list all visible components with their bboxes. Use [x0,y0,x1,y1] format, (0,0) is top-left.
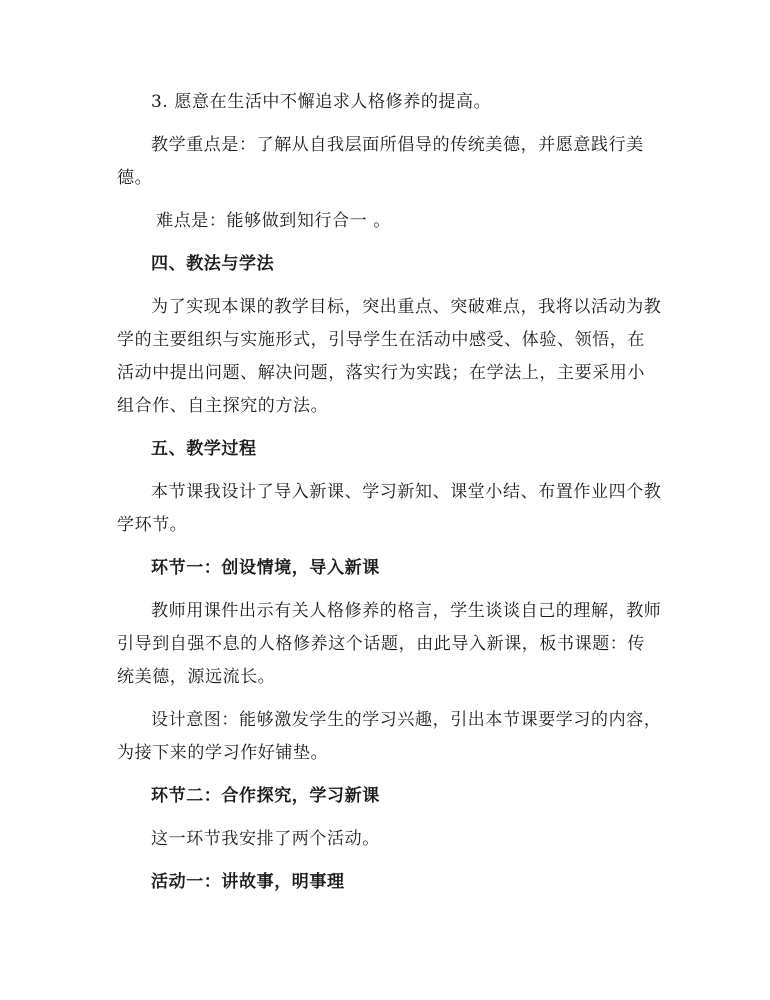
methods-paragraph: 为了实现本课的教学目标，突出重点、突破难点，我将以活动为教学的主要组织与实施形式，引导学生在活动中感受、体验、领悟，在活动中提出问题、解决问题，落实行为实践；在学法上，主要采用小组合作、自主探究的方法。 [117,297,662,416]
process-overview-paragraph: 本节课我设计了导入新课、学习新知、课堂小结、布置作业四个教学环节。 [117,482,662,535]
step-two-intro-paragraph: 这一环节我安排了两个活动。 [151,829,380,849]
teaching-focus-paragraph: 教学重点是：了解从自我层面所倡导的传统美德，并愿意践行美德。 [117,135,644,188]
document-page [117,86,662,909]
section-heading-methods: 四、教法与学法 [151,254,275,274]
step-one-paragraph: 教师用课件出示有关人格修养的格言，学生谈谈自己的理解，教师引导到自强不息的人格修养这个话题，由此导入新课，板书课题：传统美德，源远流长。 [117,601,662,687]
activity-one-heading: 活动一：讲故事，明事理 [151,872,345,892]
section-heading-process: 五、教学过程 [151,439,257,459]
goal-item-3: 3. 愿意在生活中不懈追求人格修养的提高。 [151,92,492,112]
step-one-heading: 环节一：创设情境，导入新课 [151,558,380,578]
step-two-heading: 环节二：合作探究，学习新课 [151,786,380,806]
design-intent-paragraph: 设计意图：能够激发学生的学习兴趣，引出本节课要学习的内容，为接下来的学习作好铺垫。 [117,710,662,763]
teaching-difficulty-paragraph: 难点是：能够做到知行合一 。 [156,211,391,231]
